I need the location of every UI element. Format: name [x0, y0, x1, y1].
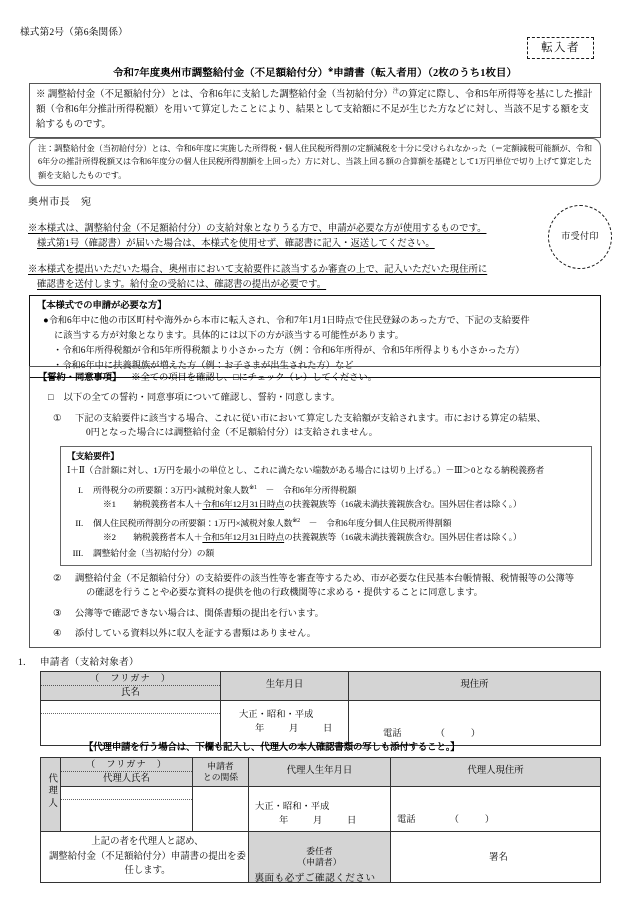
pledge-master-checkbox-row[interactable]	[48, 391, 592, 405]
applicant-address-input[interactable]	[349, 702, 600, 728]
applicant-birth-ymd[interactable]	[221, 723, 348, 737]
pledge-agreement-box	[29, 366, 601, 648]
supply-row-1-main-a: 所得税分の所要額：3万円×減税対象人数	[93, 484, 250, 495]
supply-row-2-note-post: の扶養親族等（16歳未満扶養親族含む。国外居住者は除く。）	[284, 531, 522, 542]
proxy-year-label: 年	[279, 816, 289, 826]
pledge-item-2	[53, 572, 592, 601]
pledge-master-checkbox[interactable]: □	[48, 393, 54, 404]
eligibility-heading: 【本様式での申請が必要な方】	[37, 301, 167, 311]
proxy-birth-ymd[interactable]	[249, 815, 390, 829]
definition-note-box	[29, 83, 601, 138]
supply-row-2-body	[93, 517, 585, 544]
supply-row-2-note-pre: ※2 納税義務者本人＋	[103, 531, 203, 542]
pledge-item-3-line1: 公簿等で確認できない場合は、関係書類の提出を行います。	[75, 608, 324, 619]
pledge-item-2-number: ②	[53, 574, 62, 584]
applicant-month-label: 月	[289, 724, 299, 734]
pledge-item-4-line1: 添付している資料以外に収入を証する書類はありません。	[75, 629, 316, 640]
proxy-table	[40, 757, 601, 883]
note1-superscript: 注	[392, 89, 399, 95]
delegation-statement-line2: 調整給付金（不足額給付分）申請書の提出を委任します。	[49, 851, 246, 877]
note1-part-a: ※ 調整給付金（不足額給付分）とは、令和6年に支給した調整給付金（当初給付分）	[36, 90, 393, 101]
proxy-day-label: 日	[347, 816, 357, 826]
proxy-tel-row[interactable]	[391, 814, 600, 831]
proxy-tel-paren-open: （	[449, 814, 465, 825]
proxy-address-input-cell[interactable]	[391, 787, 601, 832]
eligibility-bullet	[43, 314, 593, 344]
proxy-instruction-note: 【代理申請を行う場合は、下欄も記入し、代理人の本人確認書類の写しも添付すること。】	[84, 743, 460, 753]
supply-row-1-note-post: の扶養親族等（16歳未満扶養親族含む。国外居住者は除く。）	[284, 498, 522, 509]
page-title	[0, 66, 630, 81]
section-1-number: 1.	[18, 657, 26, 668]
pledge-item-4	[53, 627, 592, 641]
supply-row-1-note-underlined: 令和6年12月31日時点	[202, 498, 285, 509]
pledge-master-checkbox-label: 以下の全ての誓約・同意事項について確認し、誓約・同意します。	[63, 393, 341, 404]
pledge-item-2-line2: の確認を行うことや必要な資料の提供を他の行政機関等に求める・提供することに同意します。	[86, 588, 483, 599]
city-receipt-stamp: 市受付印	[548, 205, 612, 269]
footer-note: 裏面も必ずご確認ください	[254, 873, 376, 884]
applicant-name-header: 氏名	[121, 688, 140, 698]
pledge-item-1-body	[75, 412, 592, 441]
doc-title-part2: 申請書（転入者用）（2枚のうち1枚目）	[333, 68, 517, 79]
addressee-line: 奥州市長 宛	[28, 197, 92, 208]
supply-row-2-note	[103, 531, 585, 545]
applicant-tel-label: 電話	[383, 728, 402, 739]
proxy-name-header: 代理人氏名	[103, 774, 150, 784]
proxy-furigana-input[interactable]	[61, 788, 192, 800]
supply-requirement-formula: Ⅰ＋Ⅱ（合計額に対し、1万円を最小の単位とし、これに満たない端数がある場合には切り上げる。）－Ⅲ＞0となる納税義務者	[67, 465, 544, 476]
proxy-vertical-label: 代理人	[46, 773, 57, 811]
delegator-label-line1: 委任者	[306, 845, 333, 856]
applicant-era-options[interactable]: 大正・昭和・平成	[239, 710, 314, 721]
supply-row-1-numeral: I.	[78, 484, 83, 495]
eligibility-bullet-line2: に該当する方が対象となります。具体的には以下の方が該当する可能性があります。	[54, 330, 404, 341]
applicant-tel-paren-open: （	[435, 728, 451, 739]
pledge-item-2-line1: 調整給付金（不足額給付分）の支給要件の該当性等を審査等するため、市が必要な住民基本台帳情報、税情報等の公簿等	[75, 574, 574, 584]
proxy-month-label: 月	[313, 816, 323, 826]
proxy-relation-header-line1: 申請者	[207, 761, 234, 772]
proxy-furigana-header: （ フリガナ ）	[61, 758, 192, 772]
pledge-item-2-body	[75, 572, 592, 601]
proxy-address-input[interactable]	[391, 788, 600, 814]
applicant-day-label: 日	[323, 724, 333, 734]
applicant-name-input-cell[interactable]	[41, 701, 221, 746]
proxy-name-header-cell	[61, 758, 193, 787]
signature-label: 署名	[489, 852, 508, 863]
applicant-tel-paren-close: ）	[470, 728, 481, 739]
supply-row-2-numeral: II.	[75, 518, 83, 529]
pledge-heading-row	[38, 371, 592, 385]
pledge-item-3-number: ③	[53, 608, 62, 619]
eligibility-dash-1: ・令和6年所得税額が令和5年所得税額より小さかった方（例：令和6年所得が、令和5年所得よりも小さかった方）	[53, 345, 525, 356]
proxy-name-input[interactable]	[61, 800, 192, 830]
proxy-address-header: 代理人現住所	[391, 758, 601, 787]
supply-requirement-row-3	[67, 547, 585, 561]
form-code: 様式第2号（第6条関係）	[20, 27, 128, 38]
notice-submission-line1: ※本様式を提出いただいた場合、奥州市において支給要件に該当するか審査の上で、記入いただいた現住所に	[28, 265, 488, 275]
supply-row-1-note	[103, 498, 585, 512]
table-row	[41, 701, 601, 746]
delegation-statement-line1: 上記の者を代理人と認め、	[91, 837, 204, 847]
pledge-heading: 【誓約・同意事項】	[38, 373, 122, 383]
pledge-heading-sub: ※全ての項目を確認し、□にチェック（レ）してください。	[131, 373, 377, 383]
pledge-item-4-number: ④	[53, 629, 62, 640]
proxy-name-input-cell[interactable]	[61, 787, 193, 832]
doc-title-superscript: ※	[328, 67, 334, 74]
proxy-vertical-label-cell	[41, 758, 61, 832]
supply-requirement-row-2	[67, 517, 585, 544]
pledge-item-1	[53, 412, 592, 441]
supply-row-2-main-a: 個人住民税所得割分の所要額：1万円×減税対象人数	[93, 518, 293, 529]
supply-row-1-superscript: ※1	[249, 484, 257, 491]
proxy-relation-header	[193, 758, 249, 787]
applicant-furigana-input[interactable]	[41, 702, 220, 714]
supply-row-1-main-b: － 令和6年分所得税額	[256, 484, 357, 495]
proxy-birth-input-cell[interactable]	[249, 787, 391, 832]
applicant-year-label: 年	[255, 724, 265, 734]
section-1-label	[18, 656, 139, 670]
applicant-name-header-cell	[41, 672, 221, 701]
eligibility-bullet-line1: ●令和6年中に他の市区町村や海外から本市に転入され、令和7年1月1日時点で住民登録のあった方で、下記の支給要件	[43, 315, 530, 326]
table-row	[41, 672, 601, 701]
delegator-label-line2: （申請者）	[297, 856, 342, 867]
eligibility-dash-2: ・令和6年中に扶養親族が増えた方（例：お子さまが出生された方）など	[53, 360, 354, 371]
footnote-box: 注：調整給付金（当初給付分）とは、令和6年度に実施した所得税・個人住民税所得割の定額減税を十分に受けられなかった（＝定額減税可能額が、令和6年分の推計所得税額又は令和6年度分の個人住民税所得割額を上回った）方に対し、当該上回る額の合算額を基礎として1万円単位で切り上げて算定した額を支給したものです。	[29, 138, 601, 186]
supply-row-3-text: 調整給付金（当初給付分）の額	[93, 548, 215, 559]
notice-submission	[28, 263, 520, 293]
supply-requirement-row-1	[67, 484, 585, 511]
pledge-item-1-line1: 下記の支給要件に該当する場合、これに従い市において算定した支給額が支給されます。市における算定の結果、	[75, 413, 546, 424]
applicant-address-header: 現住所	[349, 672, 601, 701]
table-row	[41, 758, 601, 787]
supply-row-2-note-underlined: 令和5年12月31日時点	[202, 531, 285, 542]
proxy-era-options[interactable]: 大正・昭和・平成	[255, 802, 330, 813]
supply-requirement-heading: 【支給要件】	[67, 450, 119, 461]
section-1-title: 申請者（支給対象者）	[40, 657, 139, 668]
note1-part-b: の算定に際し、令和5年所得等を基にした推計額（令和6年分推計所得税額）を用いて算定したことにより、結果として支給額に不足が生じた方などに対し、当該不足する額を支給するものです。	[36, 90, 593, 130]
supply-row-2-main-b: － 令和6年度分個人住民税所得割額	[300, 518, 452, 529]
notice-submission-line2: 確認書を送付します。給付金の受給には、確認書の提出が必要です。	[37, 280, 327, 291]
applicant-birth-input-cell[interactable]	[221, 701, 349, 746]
notice-usage-line1: ※本様式は、調整給付金（不足額給付分）の支給対象となりうる方で、申請が必要な方が使用するものです。	[28, 224, 487, 234]
proxy-birth-header: 代理人生年月日	[249, 758, 391, 787]
supply-row-1-note-pre: ※1 納税義務者本人＋	[103, 498, 203, 509]
proxy-relation-input[interactable]	[193, 787, 249, 832]
pledge-item-1-number: ①	[53, 413, 62, 424]
applicant-address-input-cell[interactable]	[349, 701, 601, 746]
pledge-item-3	[53, 607, 592, 621]
transferee-stamp: 転入者	[527, 37, 594, 59]
applicant-birth-header: 生年月日	[221, 672, 349, 701]
supply-row-1-body	[93, 484, 585, 511]
proxy-relation-header-line2: との関係	[202, 772, 239, 782]
notice-usage-line2: 様式第1号（確認書）が届いた場合は、本様式を使用せず、確認書に記入・返送してください。	[37, 239, 435, 250]
applicant-table	[40, 671, 601, 746]
table-row	[41, 787, 601, 832]
supply-row-2-superscript: ※2	[292, 518, 301, 525]
proxy-tel-paren-close: ）	[484, 814, 495, 825]
doc-title-part1: 令和7年度奥州市調整給付金（不足額給付分）	[113, 68, 329, 79]
supply-requirement-box	[60, 446, 592, 566]
applicant-name-input[interactable]	[41, 714, 220, 744]
notice-usage	[28, 222, 518, 252]
supply-row-3-numeral: III.	[72, 548, 83, 559]
pledge-item-1-line2: 0円となった場合には調整給付金（不足額給付分）は支給されません。	[86, 428, 378, 439]
proxy-tel-label: 電話	[397, 814, 416, 825]
applicant-furigana-header: （ フリガナ ）	[41, 672, 220, 686]
